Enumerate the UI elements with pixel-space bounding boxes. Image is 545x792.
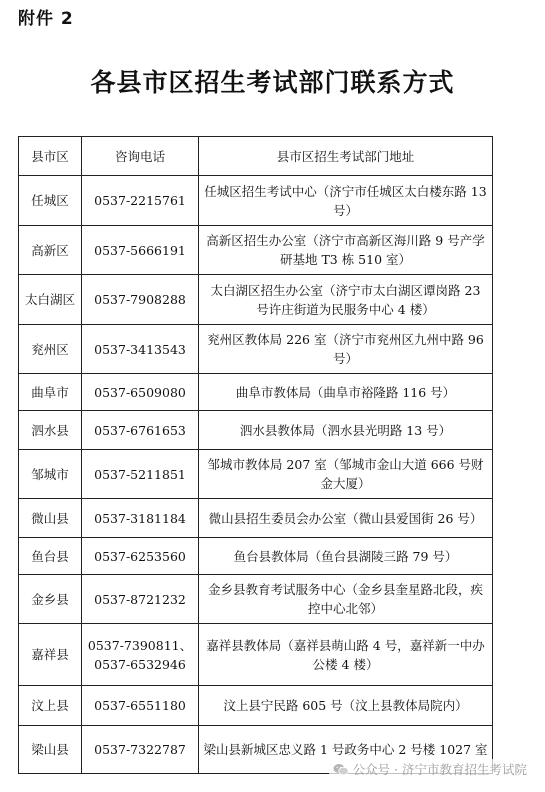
- address-cell: 嘉祥县教体局（嘉祥县萌山路 4 号，嘉祥新一中办公楼 4 楼）: [199, 624, 493, 686]
- phone-cell: 0537-8721232: [82, 575, 199, 624]
- phone-cell: 0537-2215761: [82, 176, 199, 226]
- table-row: [19, 624, 493, 686]
- district-cell: 嘉祥县: [19, 624, 82, 686]
- address-cell: 曲阜市教体局（曲阜市裕隆路 116 号）: [199, 374, 493, 411]
- district-cell: 任城区: [19, 176, 82, 226]
- table-row: [19, 538, 493, 575]
- district-cell: 高新区: [19, 226, 82, 275]
- address-cell: 邹城市教体局 207 室（邹城市金山大道 666 号财金大厦）: [199, 450, 493, 499]
- table-row: [19, 226, 493, 275]
- phone-cell: 0537-6551180: [82, 686, 199, 726]
- table-row: [19, 575, 493, 624]
- phone-cell: 0537-6509080: [82, 374, 199, 411]
- district-cell: 梁山县: [19, 726, 82, 774]
- address-cell: 微山县招生委员会办公室（微山县爱国街 26 号）: [199, 499, 493, 538]
- phone-cell: 0537-7390811、0537-6532946: [82, 624, 199, 686]
- table-row: [19, 325, 493, 374]
- district-cell: 金乡县: [19, 575, 82, 624]
- phone-cell: 0537-7322787: [82, 726, 199, 774]
- contact-table: [18, 136, 493, 774]
- page-title: 各县市区招生考试部门联系方式: [90, 68, 455, 97]
- phone-cell: 0537-3181184: [82, 499, 199, 538]
- header-address: 县市区招生考试部门地址: [199, 137, 493, 176]
- header-phone: 咨询电话: [82, 137, 199, 176]
- address-cell: 太白湖区招生办公室（济宁市太白湖区谭岗路 23 号许庄街道为民服务中心 4 楼）: [199, 275, 493, 325]
- address-cell: 任城区招生考试中心（济宁市任城区太白楼东路 13 号）: [199, 176, 493, 226]
- district-cell: 邹城市: [19, 450, 82, 499]
- address-cell: 梁山县新城区忠义路 1 号政务中心 2 号楼 1027 室: [199, 726, 493, 774]
- address-cell: 兖州区教体局 226 室（济宁市兖州区九州中路 96 号）: [199, 325, 493, 374]
- watermark-text: 公众号 · 济宁市教育招生考试院: [352, 762, 527, 777]
- table-row: [19, 450, 493, 499]
- table-row: [19, 411, 493, 450]
- phone-cell: 0537-7908288: [82, 275, 199, 325]
- address-cell: 汶上县宁民路 605 号（汶上县教体局院内）: [199, 686, 493, 726]
- watermark: [329, 759, 531, 779]
- address-cell: 金乡县教育考试服务中心（金乡县奎星路北段，疾控中心北邻）: [199, 575, 493, 624]
- address-cell: 高新区招生办公室（济宁市高新区海川路 9 号产学研基地 T3 栋 510 室）: [199, 226, 493, 275]
- phone-cell: 0537-6253560: [82, 538, 199, 575]
- table-row: [19, 686, 493, 726]
- district-cell: 兖州区: [19, 325, 82, 374]
- district-cell: 鱼台县: [19, 538, 82, 575]
- district-cell: 太白湖区: [19, 275, 82, 325]
- phone-cell: 0537-3413543: [82, 325, 199, 374]
- district-cell: 汶上县: [19, 686, 82, 726]
- table-row: [19, 176, 493, 226]
- address-cell: 鱼台县教体局（鱼台县湖陵三路 79 号）: [199, 538, 493, 575]
- header-district: 县市区: [19, 137, 82, 176]
- address-cell: 泗水县教体局（泗水县光明路 13 号）: [199, 411, 493, 450]
- district-cell: 泗水县: [19, 411, 82, 450]
- table-row: [19, 374, 493, 411]
- wechat-icon: [333, 763, 349, 776]
- district-cell: 微山县: [19, 499, 82, 538]
- table-row: [19, 275, 493, 325]
- phone-cell: 0537-5666191: [82, 226, 199, 275]
- phone-cell: 0537-6761653: [82, 411, 199, 450]
- table-header-row: [19, 137, 493, 176]
- phone-cell: 0537-5211851: [82, 450, 199, 499]
- district-cell: 曲阜市: [19, 374, 82, 411]
- attachment-label: 附件 2: [18, 9, 74, 29]
- table-row: [19, 499, 493, 538]
